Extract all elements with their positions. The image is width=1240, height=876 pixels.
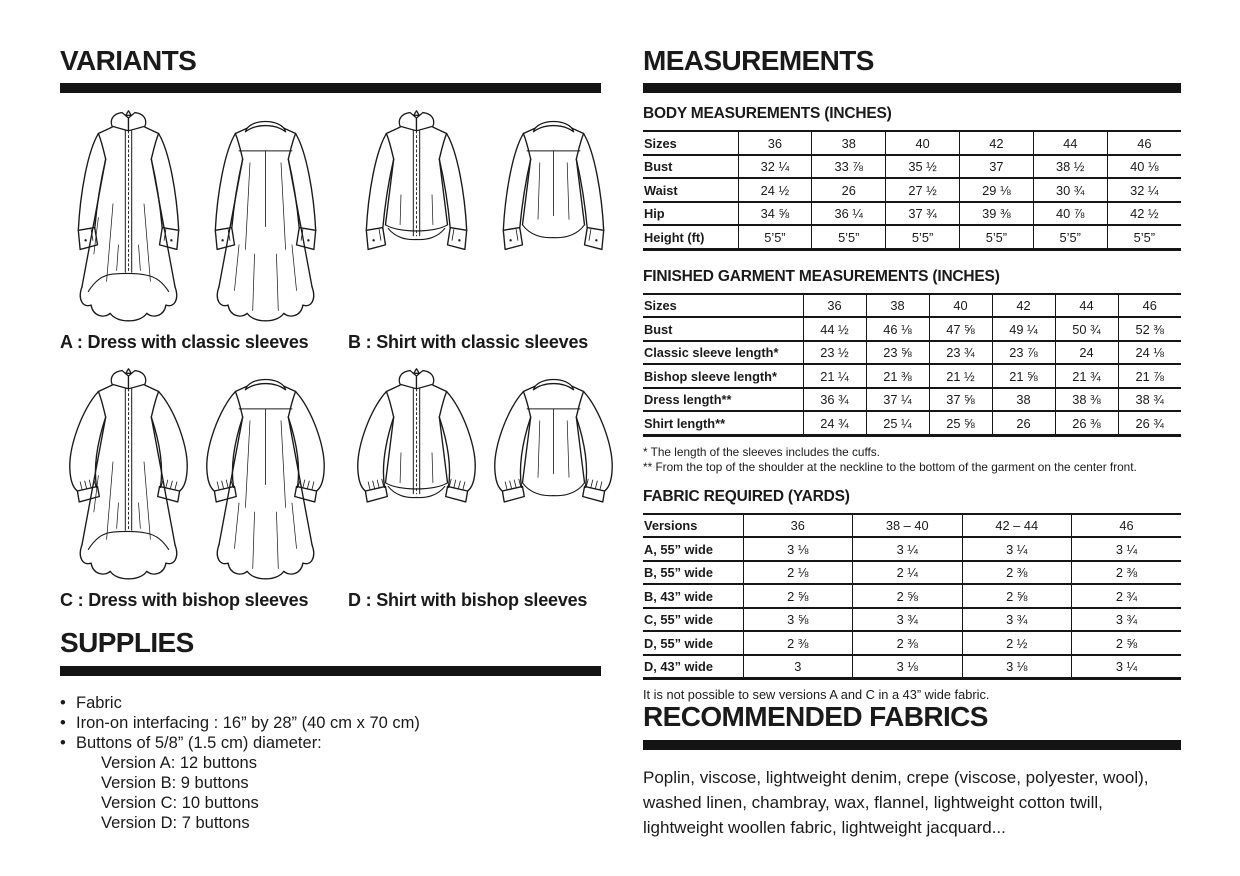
table-row bbox=[643, 584, 1181, 608]
variant-d-front-drawing bbox=[348, 366, 485, 585]
row-label: Height (ft) bbox=[643, 225, 738, 249]
value-cell: 24 bbox=[1055, 341, 1118, 365]
variants-title-rule bbox=[60, 83, 601, 93]
variants-title: VARIANTS bbox=[60, 45, 197, 76]
supplies-item: • Buttons of 5/8” (1.5 cm) diameter: bbox=[60, 733, 601, 753]
value-cell: 3 ¾ bbox=[962, 608, 1072, 632]
row-label: Classic sleeve length* bbox=[643, 341, 803, 365]
column-header: 40 bbox=[886, 131, 960, 155]
column-header: 42 bbox=[992, 294, 1055, 318]
supplies-section bbox=[60, 628, 601, 832]
body-measurements-table bbox=[643, 130, 1181, 251]
garment-measurements-subtitle: FINISHED GARMENT MEASUREMENTS (INCHES) bbox=[643, 267, 1000, 285]
row-label: A, 55” wide bbox=[643, 537, 743, 561]
variant-a-label: A : Dress with classic sleeves bbox=[60, 332, 309, 353]
column-header: 38 – 40 bbox=[853, 514, 963, 538]
column-header: 42 bbox=[959, 131, 1033, 155]
value-cell: 40 ⅛ bbox=[1107, 155, 1181, 179]
variant-c bbox=[60, 366, 348, 611]
variant-c-back-drawing bbox=[197, 366, 334, 585]
value-cell: 37 ¾ bbox=[886, 202, 960, 226]
value-cell: 27 ½ bbox=[886, 178, 960, 202]
supplies-item: • Fabric bbox=[60, 693, 601, 713]
column-header: 36 bbox=[738, 131, 812, 155]
value-cell: 21 ⅝ bbox=[992, 364, 1055, 388]
value-cell: 24 ¾ bbox=[803, 411, 866, 435]
value-cell: 50 ¾ bbox=[1055, 317, 1118, 341]
column-header: 44 bbox=[1055, 294, 1118, 318]
variant-b-back-drawing bbox=[485, 108, 622, 327]
value-cell: 2 ⅝ bbox=[1072, 631, 1182, 655]
value-cell: 2 ⅝ bbox=[962, 584, 1072, 608]
value-cell: 5’5” bbox=[959, 225, 1033, 249]
fabric-table-note: It is not possible to sew versions A and C in a 43” wide fabric. bbox=[643, 687, 990, 703]
row-label: Waist bbox=[643, 178, 738, 202]
value-cell: 46 ⅛ bbox=[866, 317, 929, 341]
row-label: C, 55” wide bbox=[643, 608, 743, 632]
variant-d-back-drawing bbox=[485, 366, 622, 585]
value-cell: 21 ⅜ bbox=[866, 364, 929, 388]
value-cell: 26 ¾ bbox=[1118, 411, 1181, 435]
value-cell: 47 ⅝ bbox=[929, 317, 992, 341]
corner-header: Sizes bbox=[643, 294, 803, 318]
supplies-title: SUPPLIES bbox=[60, 627, 194, 659]
column-header: 42 – 44 bbox=[962, 514, 1072, 538]
column-header: 38 bbox=[866, 294, 929, 318]
value-cell: 23 ⅞ bbox=[992, 341, 1055, 365]
value-cell: 3 ⅛ bbox=[853, 655, 963, 679]
value-cell: 33 ⅞ bbox=[812, 155, 886, 179]
table-row bbox=[643, 364, 1181, 388]
column-header: 38 bbox=[812, 131, 886, 155]
value-cell: 21 ½ bbox=[929, 364, 992, 388]
value-cell: 26 ⅜ bbox=[1055, 411, 1118, 435]
value-cell: 2 ⅜ bbox=[743, 631, 853, 655]
value-cell: 37 ¼ bbox=[866, 388, 929, 412]
recommended-fabrics-text: Poplin, viscose, lightweight denim, crepe (viscose, polyester, wool), washed linen, chambray, wax, flannel, lightweight cotton twill, lightweight woollen fabric, lightweight jacquard... bbox=[643, 767, 1149, 837]
table-row bbox=[643, 411, 1181, 435]
value-cell: 38 bbox=[992, 388, 1055, 412]
row-label: Shirt length** bbox=[643, 411, 803, 435]
value-cell: 40 ⅞ bbox=[1033, 202, 1107, 226]
value-cell: 29 ⅛ bbox=[959, 178, 1033, 202]
variants-grid bbox=[60, 108, 601, 611]
variant-d bbox=[348, 366, 601, 611]
corner-header: Sizes bbox=[643, 131, 738, 155]
variant-b bbox=[348, 108, 601, 353]
recommended-fabrics-title: RECOMMENDED FABRICS bbox=[643, 701, 988, 733]
variant-d-label: D : Shirt with bishop sleeves bbox=[348, 590, 588, 611]
measurements-title: MEASUREMENTS bbox=[643, 45, 874, 76]
supplies-version-line: Version A: 12 buttons bbox=[101, 753, 257, 772]
row-label: D, 55” wide bbox=[643, 631, 743, 655]
supplies-version-line: Version D: 7 buttons bbox=[101, 813, 250, 832]
value-cell: 21 ⅞ bbox=[1118, 364, 1181, 388]
value-cell: 21 ¼ bbox=[803, 364, 866, 388]
table-row bbox=[643, 631, 1181, 655]
variant-b-drawings bbox=[348, 108, 601, 330]
variant-a bbox=[60, 108, 348, 353]
value-cell: 32 ¼ bbox=[738, 155, 812, 179]
value-cell: 2 ⅝ bbox=[743, 584, 853, 608]
table-header-row bbox=[643, 514, 1181, 538]
column-header: 36 bbox=[803, 294, 866, 318]
column-header: 46 bbox=[1107, 131, 1181, 155]
variant-a-front-drawing bbox=[60, 108, 197, 327]
column-header: 46 bbox=[1072, 514, 1182, 538]
value-cell: 25 ⅝ bbox=[929, 411, 992, 435]
variant-b-front-drawing bbox=[348, 108, 485, 327]
value-cell: 30 ¾ bbox=[1033, 178, 1107, 202]
value-cell: 37 ⅝ bbox=[929, 388, 992, 412]
table-footnotes bbox=[643, 445, 1181, 476]
table-row bbox=[643, 537, 1181, 561]
column-header: 46 bbox=[1118, 294, 1181, 318]
value-cell: 37 bbox=[959, 155, 1033, 179]
row-label: D, 43” wide bbox=[643, 655, 743, 679]
table-header-row bbox=[643, 294, 1181, 318]
value-cell: 36 ¾ bbox=[803, 388, 866, 412]
value-cell: 32 ¼ bbox=[1107, 178, 1181, 202]
variant-b-label: B : Shirt with classic sleeves bbox=[348, 332, 589, 353]
value-cell: 2 ⅜ bbox=[1072, 561, 1182, 585]
row-label: Bust bbox=[643, 317, 803, 341]
supplies-item: • Iron-on interfacing : 16” by 28” (40 cm x 70 cm) bbox=[60, 713, 601, 733]
value-cell: 26 bbox=[812, 178, 886, 202]
value-cell: 2 ¼ bbox=[853, 561, 963, 585]
value-cell: 3 ⅝ bbox=[743, 608, 853, 632]
value-cell: 2 ⅝ bbox=[853, 584, 963, 608]
table-row bbox=[643, 202, 1181, 226]
variant-c-label: C : Dress with bishop sleeves bbox=[60, 590, 309, 611]
measurements-title-rule bbox=[643, 83, 1181, 93]
supplies-version-line: Version B: 9 buttons bbox=[101, 773, 249, 792]
value-cell: 44 ½ bbox=[803, 317, 866, 341]
variant-c-drawings bbox=[60, 366, 348, 588]
value-cell: 23 ½ bbox=[803, 341, 866, 365]
value-cell: 36 ¼ bbox=[812, 202, 886, 226]
value-cell: 24 ⅛ bbox=[1118, 341, 1181, 365]
value-cell: 3 ¾ bbox=[1072, 608, 1182, 632]
row-label: B, 55” wide bbox=[643, 561, 743, 585]
value-cell: 24 ½ bbox=[738, 178, 812, 202]
value-cell: 38 ½ bbox=[1033, 155, 1107, 179]
row-label: Bust bbox=[643, 155, 738, 179]
column-header: 44 bbox=[1033, 131, 1107, 155]
value-cell: 3 bbox=[743, 655, 853, 679]
value-cell: 5’5” bbox=[738, 225, 812, 249]
variant-a-back-drawing bbox=[197, 108, 334, 327]
value-cell: 3 ¾ bbox=[853, 608, 963, 632]
value-cell: 2 ½ bbox=[962, 631, 1072, 655]
table-row bbox=[643, 225, 1181, 249]
value-cell: 3 ¼ bbox=[1072, 537, 1182, 561]
value-cell: 35 ½ bbox=[886, 155, 960, 179]
column-header: 36 bbox=[743, 514, 853, 538]
value-cell: 3 ¼ bbox=[1072, 655, 1182, 679]
corner-header: Versions bbox=[643, 514, 743, 538]
value-cell: 5’5” bbox=[812, 225, 886, 249]
right-column bbox=[643, 46, 1181, 840]
fabric-required-table bbox=[643, 513, 1181, 681]
supplies-version-line: Version C: 10 buttons bbox=[101, 793, 259, 812]
table-row bbox=[643, 388, 1181, 412]
variant-c-front-drawing bbox=[60, 366, 197, 585]
table-row bbox=[643, 608, 1181, 632]
fabric-required-subtitle: FABRIC REQUIRED (YARDS) bbox=[643, 487, 850, 505]
left-column bbox=[60, 46, 601, 833]
footnote-sleeve: * The length of the sleeves includes the cuffs. bbox=[643, 444, 880, 459]
value-cell: 3 ¼ bbox=[853, 537, 963, 561]
value-cell: 49 ¼ bbox=[992, 317, 1055, 341]
value-cell: 42 ½ bbox=[1107, 202, 1181, 226]
value-cell: 2 ⅜ bbox=[962, 561, 1072, 585]
value-cell: 2 ⅛ bbox=[743, 561, 853, 585]
value-cell: 5’5” bbox=[1033, 225, 1107, 249]
value-cell: 5’5” bbox=[886, 225, 960, 249]
value-cell: 26 bbox=[992, 411, 1055, 435]
table-row bbox=[643, 341, 1181, 365]
footnote-length: ** From the top of the shoulder at the neckline to the bottom of the garment on the center front. bbox=[643, 460, 1137, 475]
column-header: 40 bbox=[929, 294, 992, 318]
value-cell: 23 ¾ bbox=[929, 341, 992, 365]
value-cell: 34 ⅝ bbox=[738, 202, 812, 226]
row-label: Hip bbox=[643, 202, 738, 226]
row-label: Bishop sleeve length* bbox=[643, 364, 803, 388]
row-label: Dress length** bbox=[643, 388, 803, 412]
value-cell: 3 ¼ bbox=[962, 537, 1072, 561]
table-row bbox=[643, 561, 1181, 585]
value-cell: 38 ⅜ bbox=[1055, 388, 1118, 412]
body-measurements-subtitle: BODY MEASUREMENTS (INCHES) bbox=[643, 105, 892, 123]
value-cell: 3 ⅛ bbox=[962, 655, 1072, 679]
value-cell: 25 ¼ bbox=[866, 411, 929, 435]
value-cell: 2 ¾ bbox=[1072, 584, 1182, 608]
variant-d-drawings bbox=[348, 366, 601, 588]
table-row bbox=[643, 178, 1181, 202]
table-row bbox=[643, 155, 1181, 179]
recommended-fabrics-rule bbox=[643, 740, 1181, 750]
table-row bbox=[643, 655, 1181, 679]
value-cell: 52 ⅜ bbox=[1118, 317, 1181, 341]
row-label: B, 43” wide bbox=[643, 584, 743, 608]
supplies-list bbox=[60, 693, 601, 833]
value-cell: 39 ⅜ bbox=[959, 202, 1033, 226]
value-cell: 21 ¾ bbox=[1055, 364, 1118, 388]
value-cell: 38 ¾ bbox=[1118, 388, 1181, 412]
value-cell: 2 ⅜ bbox=[853, 631, 963, 655]
table-row bbox=[643, 317, 1181, 341]
table-header-row bbox=[643, 131, 1181, 155]
supplies-title-rule bbox=[60, 666, 601, 676]
value-cell: 5’5” bbox=[1107, 225, 1181, 249]
garment-measurements-table bbox=[643, 293, 1181, 437]
value-cell: 3 ⅛ bbox=[743, 537, 853, 561]
variant-a-drawings bbox=[60, 108, 348, 330]
value-cell: 23 ⅝ bbox=[866, 341, 929, 365]
